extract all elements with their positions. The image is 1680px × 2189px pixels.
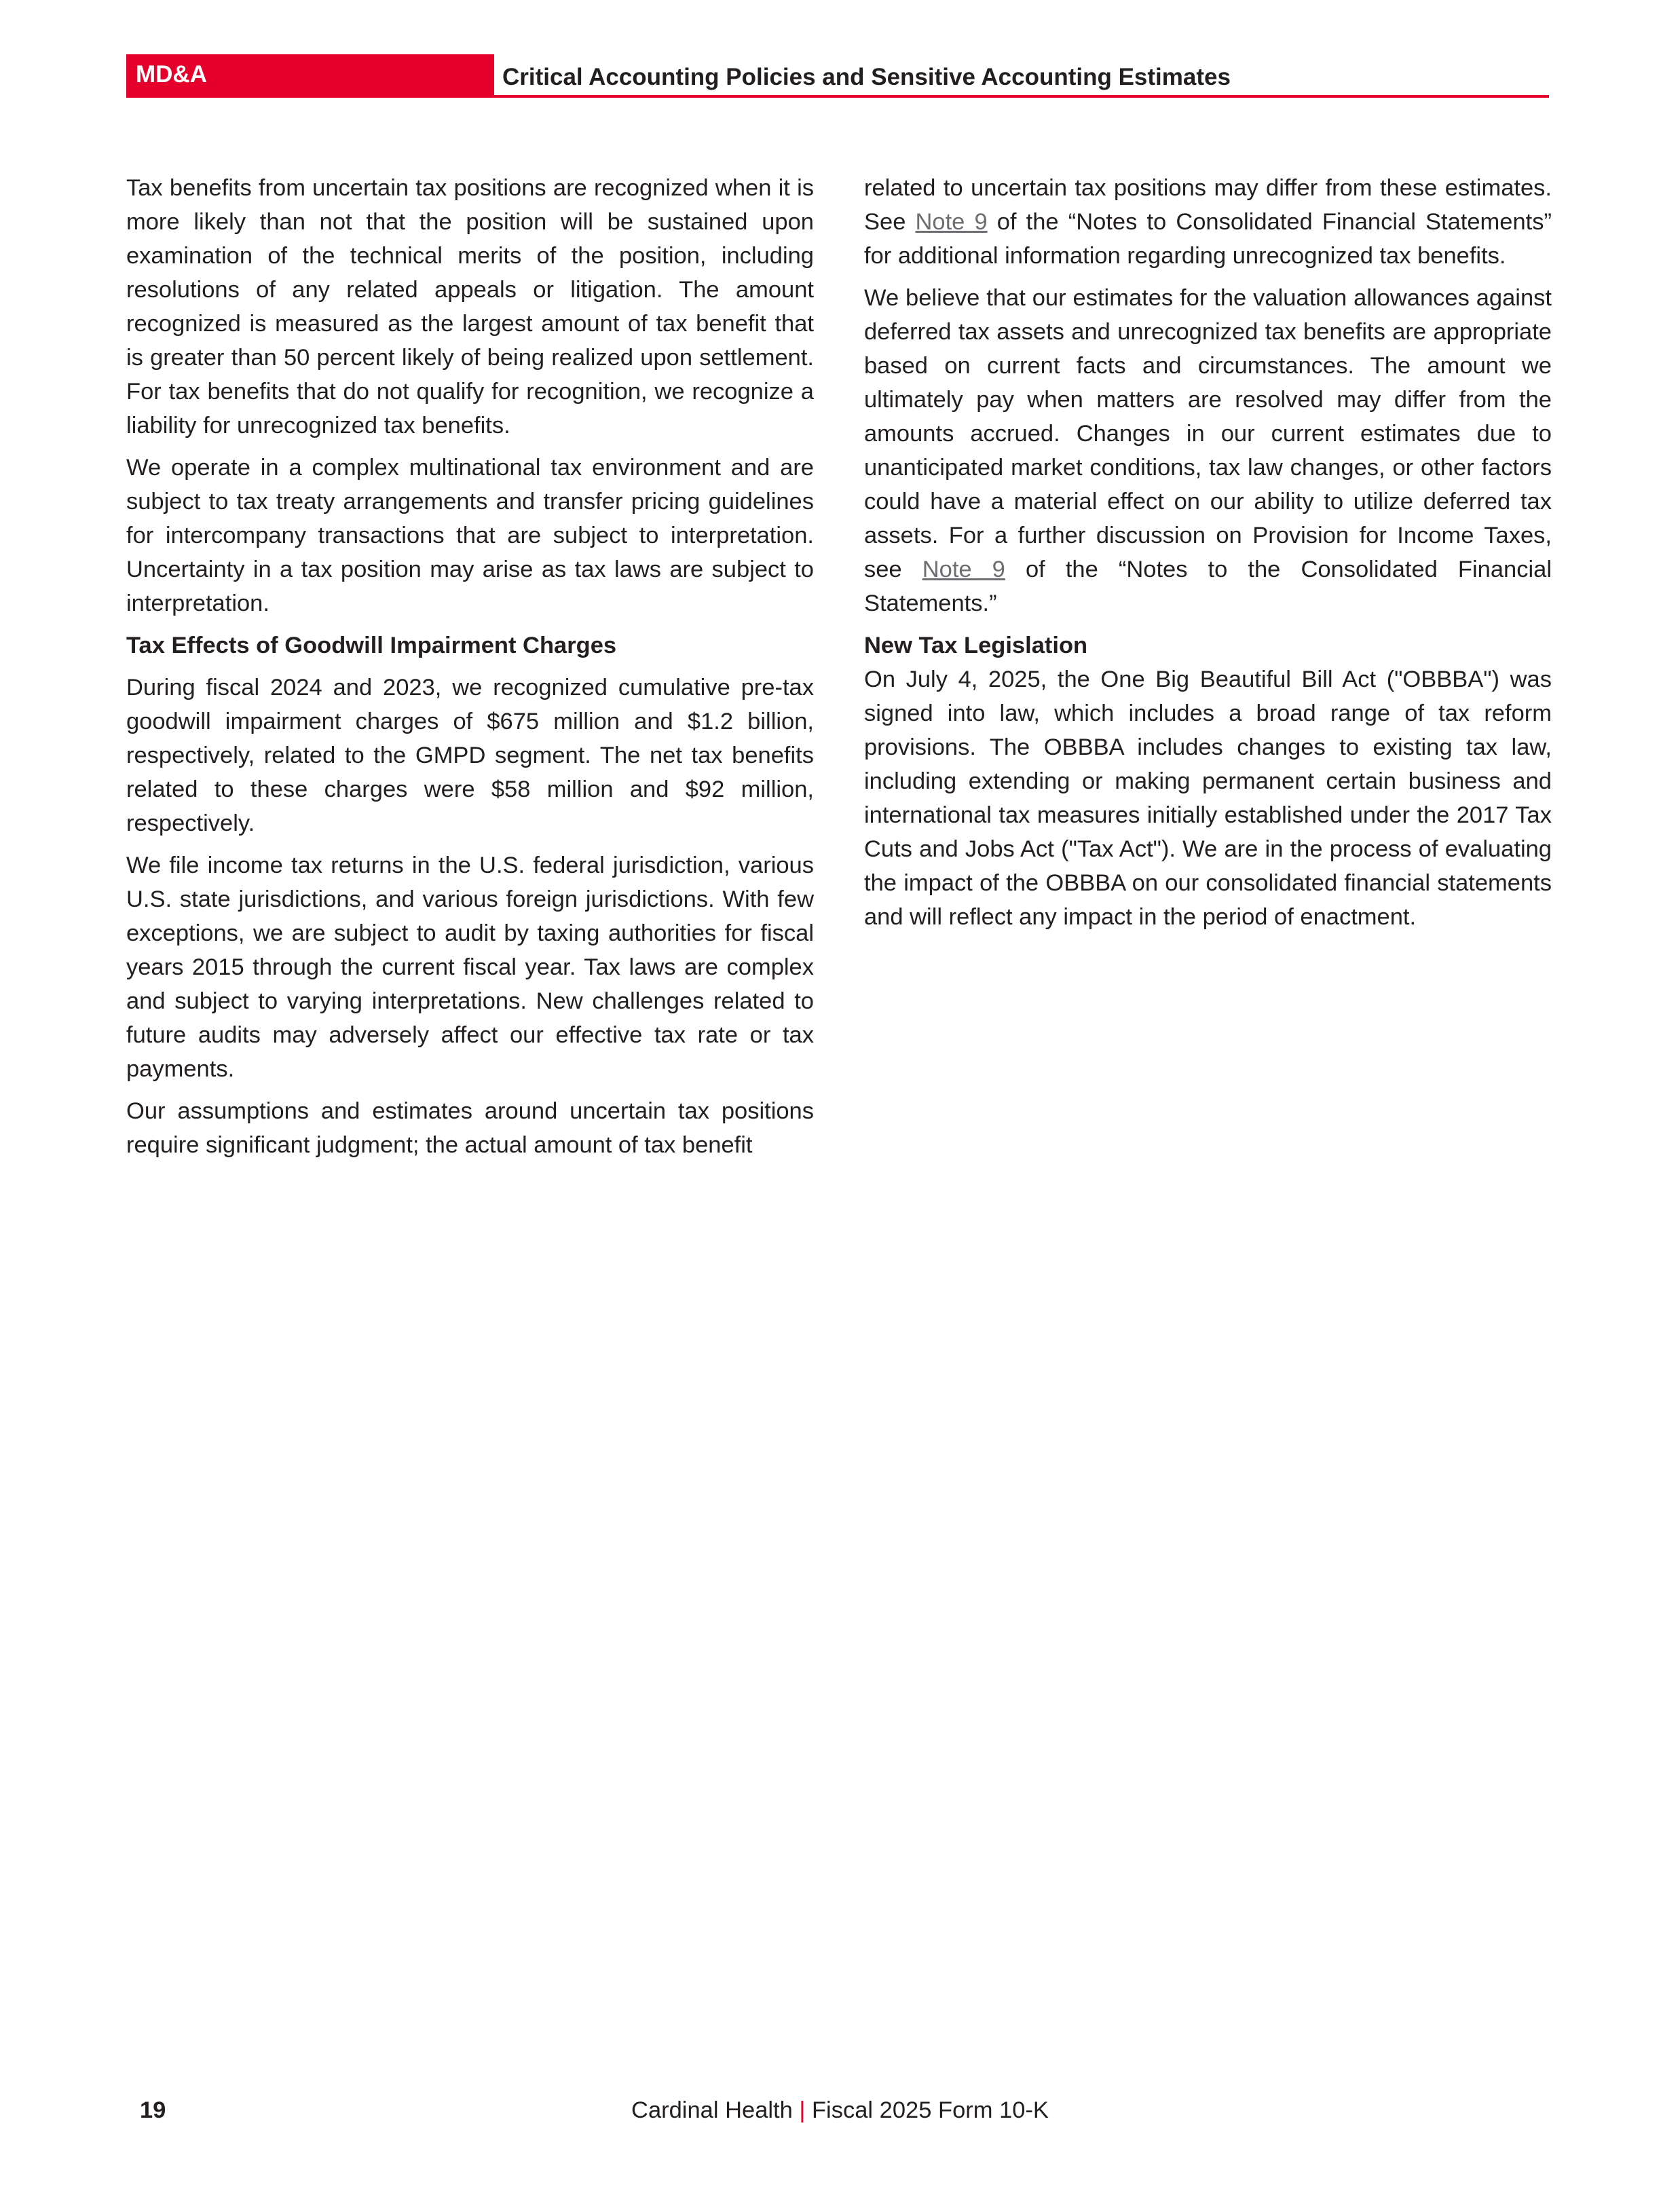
note-9-link[interactable]: Note 9 <box>922 557 1005 582</box>
paragraph-obbba: On July 4, 2025, the One Big Beautiful Bill Act ("OBBBA") was signed into law, which includes a broad range of tax reform provisions. The OBBBA includes changes to existing tax law, including extending or making permanent certain business and international tax measures initially established under the 2017 Tax Cuts and Jobs Act ("Tax Act"). We are in the process of evaluating the impact of the OBBBA on our consolidated financial statements and will reflect any impact in the period of enactment. <box>864 667 1552 930</box>
note-9-link[interactable]: Note 9 <box>915 209 988 235</box>
text-segment: of the “Notes to Consolidated Financial Statements” for additional information regarding unrecognized tax benefits. <box>864 209 1552 269</box>
paragraph-assumptions: Our assumptions and estimates around uncertain tax positions require significant judgment; the actual amount of tax benefit <box>126 1098 814 1158</box>
text-segment: related to uncertain tax positions may differ from these estimates. See <box>864 175 1552 235</box>
left-column <box>126 171 814 1170</box>
company-name: Cardinal Health <box>631 2097 793 2123</box>
paragraph-uncertain-tax-positions: Tax benefits from uncertain tax positions are recognized when it is more likely than not that the position will be sustained upon examination of the technical merits of the position, including resolutions of any related appeals or litigation. The amount recognized is measured as the largest amount of tax benefit that is greater than 50 percent likely of being realized upon settlement. For tax benefits that do not qualify for recognition, we recognize a liability for unrecognized tax benefits. <box>126 175 814 438</box>
text-segment: of the “Notes to the Consolidated Financial Statements.” <box>864 557 1552 616</box>
paragraph-valuation-allowances <box>864 281 1552 620</box>
footer-separator: | <box>799 2097 806 2123</box>
page-header <box>126 54 1549 98</box>
right-column <box>864 171 1552 942</box>
paragraph-multinational-tax: We operate in a complex multinational tax environment and are subject to tax treaty arrangements and transfer pricing guidelines for intercompany transactions that are subject to interpretation. Uncertainty in a tax position may arise as tax laws are subject to interpretation. <box>126 455 814 616</box>
paragraph-income-tax-returns: We file income tax returns in the U.S. federal jurisdiction, various U.S. state jurisdictions, and various foreign jurisdictions. With few exceptions, we are subject to audit by taxing authorities for fiscal years 2015 through the current fiscal year. Tax laws are complex and subject to varying interpretations. New challenges related to future audits may adversely affect our effective tax rate or tax payments. <box>126 853 814 1082</box>
paragraph-estimates-differ <box>864 171 1552 273</box>
heading-new-tax-legislation: New Tax Legislation <box>864 633 1088 658</box>
page-number: 19 <box>140 2097 166 2123</box>
footer-document-title <box>0 2093 1680 2127</box>
section-tab: MD&A <box>126 54 494 95</box>
heading-goodwill-impairment: Tax Effects of Goodwill Impairment Charges <box>126 633 617 658</box>
text-segment: We believe that our estimates for the valuation allowances against deferred tax assets and unrecognized tax benefits are appropriate based on current facts and circumstances. The amount we ultimately pay when matters are resolved may differ from the amounts accrued. Changes in our current estimates due to unanticipated market conditions, tax law changes, or other factors could have a material effect on our ability to utilize deferred tax assets. For a further discussion on Provision for Income Taxes, see <box>864 285 1552 582</box>
document-name: Fiscal 2025 Form 10-K <box>811 2097 1049 2123</box>
page-footer <box>0 2093 1680 2127</box>
section-title: Critical Accounting Policies and Sensitive Accounting Estimates <box>502 64 1231 90</box>
paragraph-goodwill-charges: During fiscal 2024 and 2023, we recognized cumulative pre-tax goodwill impairment charges of $675 million and $1.2 billion, respectively, related to the GMPD segment. The net tax benefits related to these charges were $58 million and $92 million, respectively. <box>126 675 814 836</box>
